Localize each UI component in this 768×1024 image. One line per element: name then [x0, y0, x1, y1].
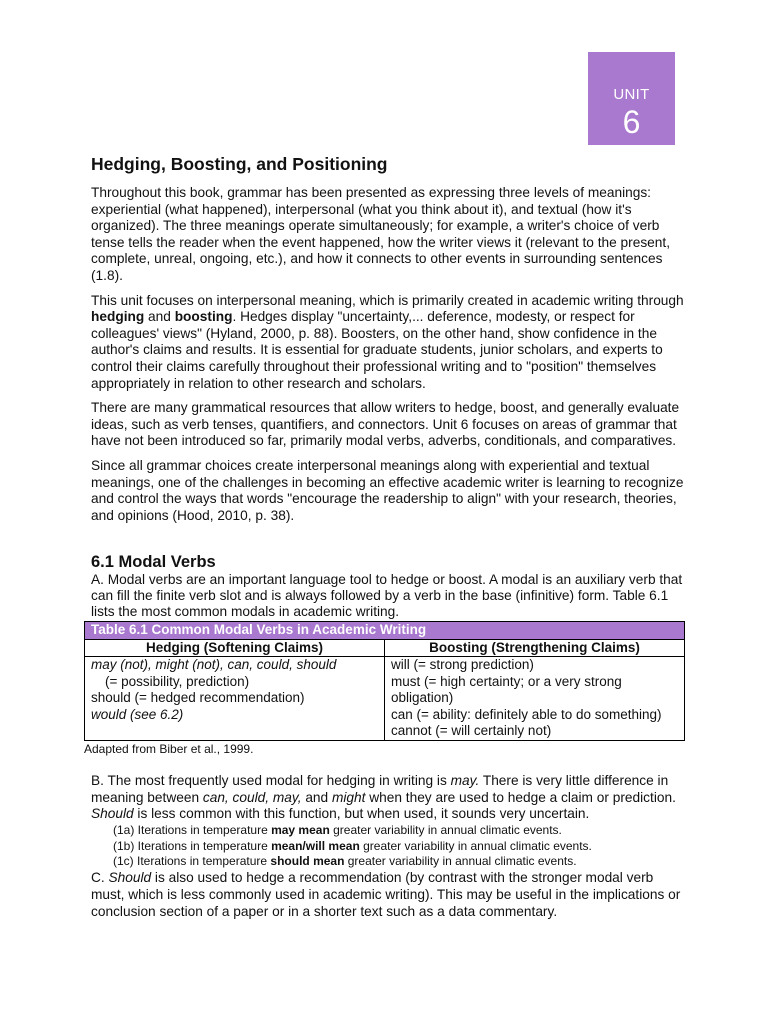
text-run: C. — [91, 869, 109, 885]
text-run: and — [144, 309, 175, 325]
bold-run: should mean — [270, 854, 345, 869]
text-run: (1b) Iterations in temperature — [113, 838, 272, 853]
text-run: is less common with this function, but when used, it sounds very uncertain. — [133, 806, 590, 822]
header-hedging: Hedging (Softening Claims) — [85, 639, 385, 657]
boosting-line: must (= high certainty; or a very strong obligation) — [391, 673, 622, 706]
boosting-cell — [385, 657, 685, 741]
text-run: (1c) Iterations in temperature — [113, 854, 271, 869]
boosting-line: cannot (= will certainly not) — [391, 723, 552, 739]
intro-paragraph-2 — [91, 293, 685, 393]
example-item — [91, 854, 685, 870]
italic-run: Should — [108, 869, 152, 885]
page-title: Hedging, Boosting, and Positioning — [91, 154, 388, 174]
bold-run: mean/will mean — [271, 838, 360, 853]
table-row — [85, 657, 685, 741]
text-run: greater variability in annual climatic events. — [359, 838, 592, 853]
text-run: (1a) Iterations in temperature — [113, 823, 272, 838]
italic-run: may. — [450, 772, 480, 788]
page-content — [84, 152, 685, 920]
hedging-line: may (not), might (not), can, could, should — [91, 657, 337, 673]
unit-number: 6 — [622, 104, 641, 140]
italic-run: might — [331, 789, 366, 805]
unit-label: UNIT — [613, 86, 650, 103]
text-run: greater variability in annual climatic events. — [344, 854, 577, 869]
intro-paragraph-1: Throughout this book, grammar has been presented as expressing three levels of meanings: experiential (what happened), interpersonal (what you think about it), and textual (how it's organized). The three meanings operate simultaneously; for example, a writer's choice of verb tense tells the reader when the event happened, how the writer views it (relevant to the present, complete, unreal, ongoing, etc.), and how it connects to other events in surrounding sentences (1.8). — [91, 185, 671, 283]
hedging-line: would (see 6.2) — [91, 706, 184, 722]
table-caption: Table 6.1 Common Modal Verbs in Academic Writing — [85, 622, 685, 640]
text-run: when they are used to hedge a claim or prediction. — [365, 789, 676, 805]
text-run: greater variability in annual climatic events. — [329, 823, 562, 838]
bold-term-boosting: boosting — [174, 309, 233, 325]
hedging-line: should (= hedged recommendation) — [91, 690, 305, 706]
unit-badge — [588, 52, 675, 145]
text-run: and — [301, 789, 332, 805]
boosting-line: will (= strong prediction) — [391, 657, 534, 673]
hedging-line: (= possibility, prediction) — [105, 673, 250, 689]
text-run: . Hedges display "uncertainty,... deference, modesty, or respect for colleagues' views" (Hyland, 2000, p. 88). Boosters, on the other hand, show confidence in the author's claims and results. It is essential for graduate students, junior scholars, and experts to control their claims carefully throughout their professional writing and to "position" themselves appropriately in relation to other research and scholars. — [91, 309, 663, 391]
table-caption-row — [85, 622, 685, 640]
text-run: There is very little difference in meaning between — [91, 772, 669, 805]
section-paragraph-b — [91, 773, 685, 823]
italic-run: Should — [91, 806, 134, 822]
header-boosting: Boosting (Strengthening Claims) — [385, 639, 685, 657]
text-run: This unit focuses on interpersonal meaning, which is primarily created in academic writing through — [91, 292, 684, 308]
hedging-cell — [85, 657, 385, 741]
example-item — [91, 823, 685, 839]
table-header-row — [85, 639, 685, 657]
table-source-note: Adapted from Biber et al., 1999. — [84, 741, 254, 756]
intro-paragraph-3: There are many grammatical resources that allow writers to hedge, boost, and generally evaluate ideas, such as verb tenses, quantifiers, and connectors. Unit 6 focuses on areas of grammar that have not been introduced so far, primarily modal verbs, adverbs, conditionals, and comparatives. — [91, 400, 680, 449]
section-paragraph-c — [91, 870, 685, 920]
boosting-line: can (= ability: definitely able to do something) — [391, 706, 662, 722]
text-run: is also used to hedge a recommendation (by contrast with the stronger modal verb must, which is less commonly used in academic writing). This may be useful in the implications or conclusion section of a paper or in a shorter text such as a data commentary. — [91, 869, 681, 919]
italic-run: can, could, may, — [202, 789, 302, 805]
example-list — [91, 823, 685, 870]
section-title: 6.1 Modal Verbs — [91, 553, 216, 572]
modal-verbs-table — [84, 621, 685, 741]
bold-run: may mean — [271, 823, 330, 838]
section-paragraph-a: A. Modal verbs are an important language tool to hedge or boost. A modal is an auxiliary verb that can fill the finite verb slot and is always followed by a verb in the base (infinitive) form. Table 6.1 lists the most common modals in academic writing. — [91, 572, 683, 620]
example-item — [91, 839, 685, 855]
intro-paragraph-4: Since all grammar choices create interpersonal meanings along with experiential and textual meanings, one of the challenges in becoming an effective academic writer is learning to recognize and control the ways that words "encourage the readership to align" with your research, theories, and opinions (Hood, 2010, p. 38). — [91, 457, 684, 523]
bold-term-hedging: hedging — [91, 309, 145, 325]
text-run: B. The most frequently used modal for hedging in writing is — [91, 772, 451, 788]
